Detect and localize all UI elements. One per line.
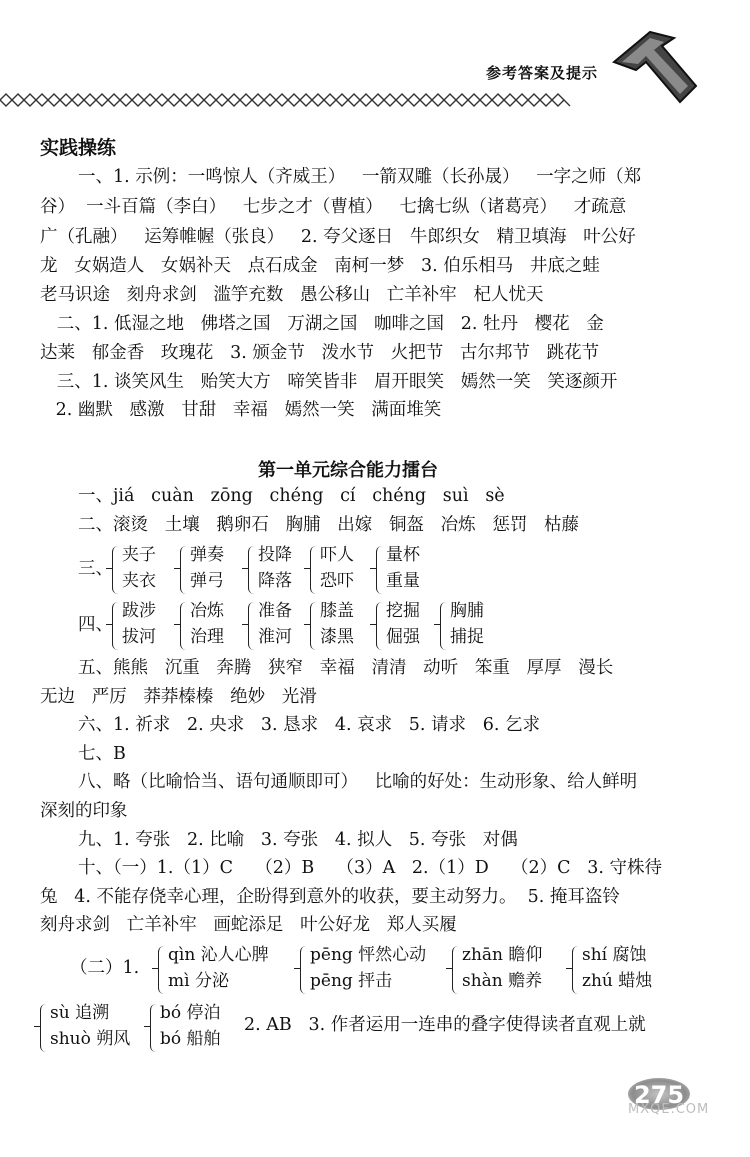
unit-q5-line: 五、熊熊 沉重 奔腾 狭窄 幸福 清清 动听 笨重 厚厚 漫长 — [78, 658, 614, 678]
practice-heading: 实践操练 — [40, 137, 117, 159]
unit-q1: 一、jiá cuàn zōng chéng cí chéng suì sè — [78, 486, 505, 506]
unit-q8-line: 深刻的印象 — [40, 801, 128, 821]
page-number: 275 — [628, 1078, 690, 1110]
practice-line: 二、1. 低湿之地 佛塔之国 万湖之国 咖啡之国 2. 牡丹 樱花 金 — [40, 314, 604, 334]
unit-q3-label: 三、 — [78, 559, 113, 579]
practice-line: 2. 幽默 感激 甘甜 幸福 嫣然一笑 满面堆笑 — [50, 400, 442, 420]
unit-q5-line: 无边 严厉 莽莽榛榛 绝妙 光滑 — [40, 687, 317, 707]
practice-line: 达莱 郁金香 玫瑰花 3. 颁金节 泼水节 火把节 古尔邦节 跳花节 — [40, 343, 600, 363]
unit-q4-label: 四、 — [78, 615, 113, 635]
unit-q10-line: 十、（一）1.（1）C （2）B （3）A 2.（1）D （2）C 3. 守株待 — [78, 858, 663, 878]
practice-line: 老马识途 刻舟求剑 滥竽充数 愚公移山 亡羊补牢 杞人忧天 — [40, 285, 544, 305]
unit-q10-part2-label: （二）1. — [70, 958, 140, 978]
unit-q10-line: 刻舟求剑 亡羊补牢 画蛇添足 叶公好龙 郑人买履 — [40, 915, 457, 935]
unit-q2: 二、滚烫 土壤 鹅卵石 胸脯 出嫁 铜盔 冶炼 惩罚 枯藤 — [78, 515, 580, 535]
unit-q6: 六、1. 祈求 2. 央求 3. 恳求 4. 哀求 5. 请求 6. 乞求 — [78, 715, 540, 735]
practice-line: 一、1. 示例：一鸣惊人（齐威王） 一箭双雕（长孙晟） 一字之师（郑 — [78, 167, 642, 187]
header-title: 参考答案及提示 — [486, 64, 599, 82]
unit-q8-line: 八、略（比喻恰当、语句通顺即可） 比喻的好处：生动形象、给人鲜明 — [78, 772, 638, 792]
header-divider — [0, 92, 750, 108]
practice-line: 谷） 一斗百篇（李白） 七步之才（曹植） 七擒七纵（诸葛亮） 才疏意 — [40, 197, 627, 217]
watermark: MXQE.COM — [628, 1102, 710, 1117]
unit-q10-tail: 2. AB 3. 作者运用一连串的叠字使得读者直观上就 — [244, 1015, 646, 1035]
unit-heading: 第一单元综合能力擂台 — [258, 460, 438, 481]
practice-line: 龙 女娲造人 女娲补天 点石成金 南柯一梦 3. 伯乐相马 井底之蛙 — [40, 256, 600, 276]
unit-q7: 七、B — [78, 744, 126, 764]
practice-line: 三、1. 谈笑风生 贻笑大方 啼笑皆非 眉开眼笑 嫣然一笑 笑逐颜开 — [40, 372, 618, 392]
unit-q10-line: 兔 4. 不能存侥幸心理，企盼得到意外的收获，要主动努力。 5. 掩耳盗铃 — [40, 887, 620, 907]
practice-line: 广（孔融） 运筹帷幄（张良） 2. 夸父逐日 牛郎织女 精卫填海 叶公好 — [40, 227, 636, 247]
unit-q9: 九、1. 夸张 2. 比喻 3. 夸张 4. 拟人 5. 夸张 对偶 — [78, 830, 518, 850]
